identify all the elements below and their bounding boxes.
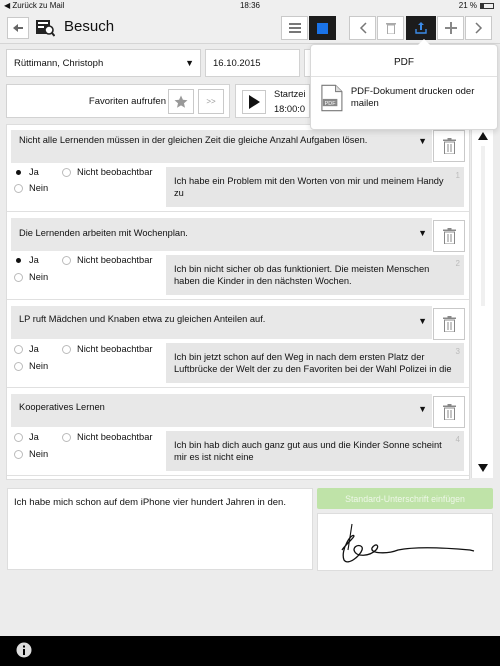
question-delete-button[interactable] [433,308,465,340]
radio-circle [62,256,71,265]
visit-app-icon [35,17,55,37]
note-text: Ich bin jetzt schon auf den Weg in nach dem ersten Platz der Luftbrücke der Welt der zu den Favoriten bei der Wahl Polizei in die [174,352,452,374]
battery-icon [480,3,494,9]
radio-circle [14,184,23,193]
radio-circle [62,345,71,354]
play-icon [248,95,260,109]
radio-no[interactable] [14,183,48,193]
radio-no-label: Nein [29,183,49,193]
pdf-file-icon [321,83,343,113]
question-select[interactable] [11,130,432,163]
question-text: Nicht alle Lernenden müssen in der gleichen Zeit die gleiche Anzahl Aufgaben lösen. [19,135,368,145]
dropdown-icon: ▼ [418,404,427,414]
dropdown-icon: ▼ [418,228,427,238]
comment-text: Ich habe mich schon auf dem iPhone vier hundert Jahren in den. [14,497,286,508]
status-back-link[interactable]: ◀ Zurück zu Mail [4,1,65,10]
popover-arrow [418,39,430,45]
favorites-button[interactable] [168,89,194,114]
question-select[interactable] [11,218,432,251]
chevron-right-icon [475,22,483,34]
radio-circle [62,168,71,177]
radio-selected-dot [14,256,23,265]
start-timer-button[interactable] [242,90,266,114]
bottom-toolbar [0,636,500,666]
question-note[interactable] [166,431,464,471]
note-text: Ich bin nicht sicher ob das funktioniert. Die meisten Menschen haben die Kinder in den nächsten Wochen. [174,264,430,286]
radio-no[interactable] [14,449,48,459]
status-bar [0,0,500,12]
insert-default-signature-button[interactable]: Standard-Unterschrift einfügen [317,488,493,509]
stop-square-icon [317,23,328,34]
trash-icon [443,404,456,420]
status-time: 18:36 [239,1,261,10]
signature-pad[interactable] [317,513,493,571]
person-value: Rüttimann, Christoph [14,57,104,69]
question-card [7,214,469,300]
radio-circle [14,450,23,459]
radio-circle [14,433,23,442]
radio-not-observable[interactable] [62,344,152,354]
radio-yes[interactable] [14,255,39,265]
date-value: 16.10.2015 [213,57,261,69]
trash-icon [443,316,456,332]
radio-no[interactable] [14,361,48,371]
radio-yes[interactable] [14,432,39,442]
radio-circle [62,433,71,442]
question-note[interactable] [166,255,464,295]
info-icon[interactable] [16,642,32,658]
share-button[interactable] [406,16,436,40]
radio-selected-dot [14,168,23,177]
signature-drawing [318,514,494,572]
radio-no-label: Nein [29,449,49,459]
pdf-popover [310,44,498,130]
stop-button[interactable] [309,16,336,40]
plus-icon [445,22,457,34]
note-text: Ich bin hab dich auch ganz gut aus und die Kinder Sonne scheint mir es ist nicht eine [174,440,442,462]
radio-not-observable-label: Nicht beobachtbar [77,432,153,442]
battery-indicator [459,1,494,10]
radio-circle [14,345,23,354]
note-text: Ich habe ein Problem mit den Worten von mir und meinem Handy zu [174,176,444,198]
back-button[interactable] [7,17,29,39]
question-delete-button[interactable] [433,220,465,252]
question-note[interactable] [166,167,464,207]
menu-icon [289,23,301,33]
menu-button[interactable] [281,16,308,40]
radio-not-observable-label: Nicht beobachtbar [77,344,153,354]
question-text: Kooperatives Lernen [19,402,105,412]
favorites-label: Favoriten aufrufen [88,95,166,107]
radio-circle [14,362,23,371]
popover-title: PDF [311,57,497,77]
person-select[interactable] [6,49,201,77]
radio-no-label: Nein [29,272,49,282]
favorites-forward-button[interactable]: >> [198,89,224,114]
radio-not-observable-label: Nicht beobachtbar [77,255,153,265]
question-delete-button[interactable] [433,396,465,428]
share-icon [415,22,427,34]
question-card [7,126,469,212]
page-title: Besuch [64,18,115,35]
date-field[interactable] [205,49,300,77]
back-arrow-icon [12,23,24,33]
trash-icon [443,228,456,244]
question-card [7,302,469,388]
radio-yes-label: Ja [29,167,39,177]
dropdown-icon: ▼ [185,58,194,68]
trash-icon [386,22,396,34]
radio-circle [14,273,23,282]
comment-textarea[interactable] [7,488,313,570]
radio-yes-label: Ja [29,344,39,354]
note-number: 4 [455,435,460,444]
question-text: Die Lernenden arbeiten mit Wochenplan. [19,228,188,238]
start-value: 18:00:0 [274,104,306,114]
note-number: 1 [455,171,460,180]
radio-no-label: Nein [29,361,49,371]
start-label: Startzei [274,89,306,99]
favorites-row [6,84,230,118]
scroll-up-icon[interactable] [478,132,488,140]
radio-yes[interactable] [14,344,39,354]
note-number: 2 [455,259,460,268]
question-note[interactable] [166,343,464,383]
dropdown-icon: ▼ [418,136,427,146]
scroll-track[interactable] [481,146,485,306]
star-icon [174,95,188,109]
radio-yes-label: Ja [29,255,39,265]
radio-not-observable-label: Nicht beobachtbar [77,167,153,177]
scroll-down-icon[interactable] [478,464,488,472]
pdf-print-mail-item[interactable] [321,80,491,116]
dropdown-icon: ▼ [418,316,427,326]
status-back-label: Zurück zu Mail [12,1,65,10]
question-select[interactable] [11,394,432,427]
pdf-item-label: PDF-Dokument drucken oder mailen [350,86,475,109]
radio-yes-label: Ja [29,432,39,442]
radio-no[interactable] [14,272,48,282]
radio-not-observable[interactable] [62,167,152,177]
scrollbar[interactable] [471,126,493,478]
delete-button[interactable] [377,16,404,40]
add-button[interactable] [437,16,464,40]
trash-icon [443,138,456,154]
note-number: 3 [455,347,460,356]
battery-percent: 21 % [458,1,477,10]
question-card [7,390,469,476]
radio-not-observable[interactable] [62,255,152,265]
radio-yes[interactable] [14,167,39,177]
question-text: LP ruft Mädchen und Knaben etwa zu gleichen Anteilen auf. [19,314,266,324]
start-time-box [235,84,310,118]
next-button[interactable] [465,16,492,40]
chevron-left-icon [359,22,367,34]
question-delete-button[interactable] [433,130,465,162]
question-select[interactable] [11,306,432,339]
previous-button[interactable] [349,16,376,40]
pdf-icon-text: PDF [324,100,336,107]
radio-not-observable[interactable] [62,432,152,442]
